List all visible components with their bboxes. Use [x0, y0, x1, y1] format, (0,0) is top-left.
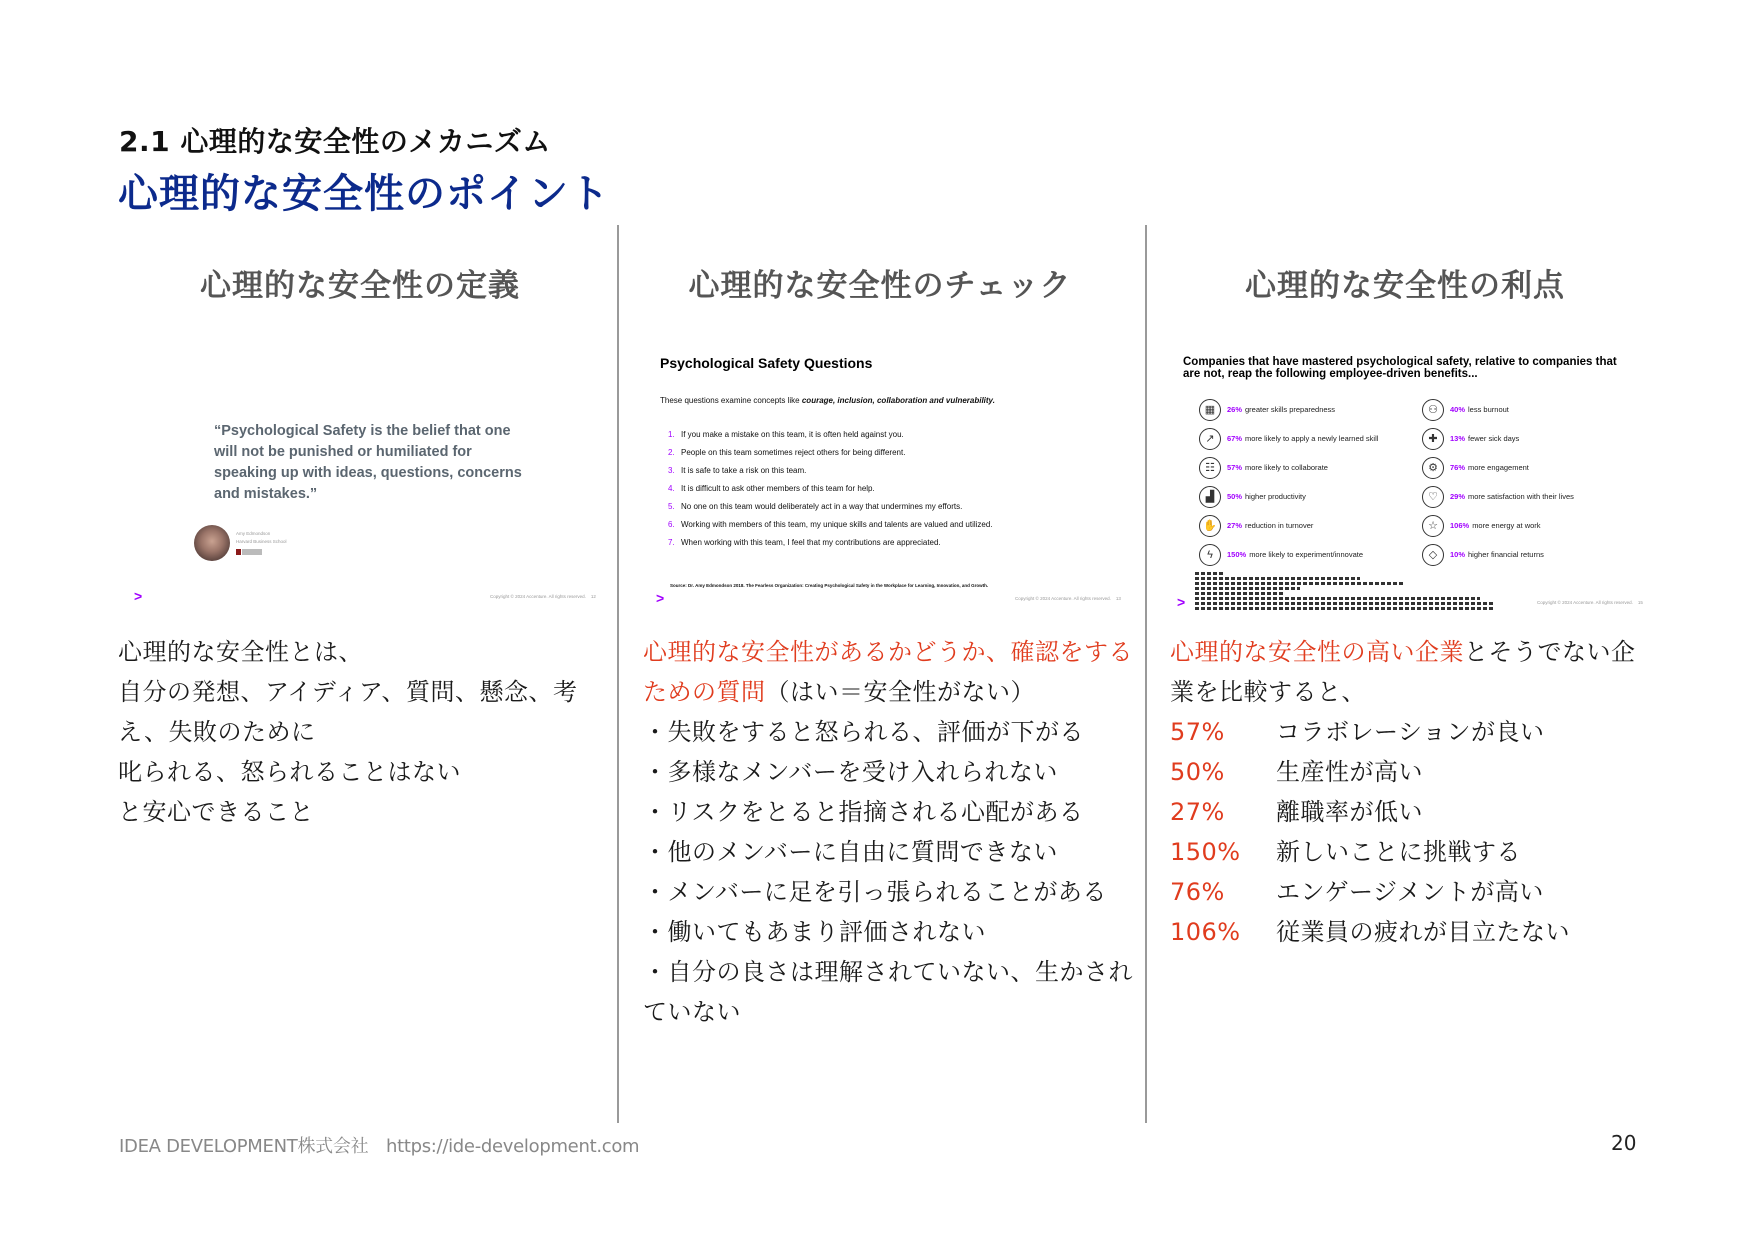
stat-label: コラボレーションが良い [1276, 718, 1545, 746]
benefit-percent: 106% [1450, 521, 1470, 530]
benefit-percent: 76% [1450, 463, 1466, 472]
stat-percent: 57% [1170, 718, 1225, 746]
question-item [668, 444, 993, 462]
question-text: Working with members of this team, my unique skills and talents are valued and utilized. [681, 520, 993, 529]
benefit-stats [1170, 712, 1650, 952]
check-bullet: ・メンバーに足を引っ張られることがある [643, 878, 1107, 906]
benefit-percent: 29% [1450, 492, 1466, 501]
benefit-item [1422, 424, 1574, 453]
growth-chart-icon: ▟ [1199, 486, 1221, 508]
benefit-stat-row [1170, 912, 1650, 952]
stat-label: 離職率が低い [1276, 798, 1423, 826]
edmondson-quote: “Psychological Safety is the belief that one will not be punished or humiliated for speaking up with ideas, questions, concerns and mistakes.” [214, 423, 522, 502]
benefit-text: more engagement [1468, 463, 1529, 472]
stat-percent: 106% [1170, 918, 1241, 946]
benefit-text: more likely to apply a newly learned skill [1245, 434, 1379, 443]
check-intro: 心理的な安全性があるかどうか、確認をするための質問（はい＝安全性がない） [643, 638, 1133, 706]
person-star-icon: ☆ [1422, 515, 1444, 537]
page-number: 20 [1611, 1131, 1637, 1155]
stat-label: 新しいことに挑戦する [1276, 838, 1521, 866]
person-affiliation: Harvard Business School [236, 539, 287, 544]
head-chip-icon: ▦ [1199, 399, 1221, 421]
question-text: If you make a mistake on this team, it is often held against you. [681, 430, 904, 439]
accenture-arrow-icon: > [1177, 594, 1186, 610]
question-item [668, 516, 993, 534]
benefit-item [1422, 540, 1574, 569]
benefit-percent: 150% [1227, 550, 1247, 559]
benefit-text: greater skills preparedness [1245, 405, 1336, 414]
benefit-item [1422, 482, 1574, 511]
benefit-item [1199, 424, 1378, 453]
section-label: 2.1 心理的な安全性のメカニズム [119, 125, 551, 158]
benefit-text: more likely to collaborate [1245, 463, 1328, 472]
benefit-item [1422, 395, 1574, 424]
benefits-slide-thumbnail [1175, 350, 1643, 610]
stat-percent: 50% [1170, 758, 1225, 786]
slide-copyright: Copyright © 2024 Accenture. All rights reserved. 13 [1015, 596, 1121, 601]
question-text: No one on this team would deliberately act in a way that undermines my efforts. [681, 502, 963, 511]
stat-label: 従業員の疲れが目立たない [1276, 918, 1570, 946]
quote-attribution [236, 530, 287, 546]
benefit-percent: 26% [1227, 405, 1243, 414]
benefit-percent: 50% [1227, 492, 1243, 501]
handshake-icon: ✋ [1199, 515, 1221, 537]
benefit-text: more energy at work [1472, 521, 1541, 530]
questions-list [668, 426, 993, 552]
benefit-text: more likely to experiment/innovate [1249, 550, 1363, 559]
question-number: 4. [668, 484, 675, 493]
question-number: 3. [668, 466, 675, 475]
benefit-percent: 27% [1227, 521, 1243, 530]
harvard-logo-icon [236, 549, 262, 555]
check-bullets [643, 712, 1138, 1032]
questions-intro: These questions examine concepts like courage, inclusion, collaboration and vulnerability. [660, 396, 995, 405]
question-text: People on this team sometimes reject others for being different. [681, 448, 906, 457]
question-item [668, 534, 993, 552]
accenture-arrow-icon: > [134, 588, 143, 604]
path-icon: ↗ [1199, 428, 1221, 450]
definition-line: と安心できること [118, 798, 314, 826]
question-number: 6. [668, 520, 675, 529]
benefit-item [1422, 511, 1574, 540]
people-arrow-icon: ⚇ [1422, 399, 1444, 421]
question-text: When working with this team, I feel that my contributions are appreciated. [681, 538, 941, 547]
question-text: It is safe to take a risk on this team. [681, 466, 807, 475]
question-item [668, 426, 993, 444]
benefit-item [1199, 453, 1378, 482]
medical-kit-icon: ✚ [1422, 428, 1444, 450]
check-bullet: ・自分の良さは理解されていない、生かされていない [643, 958, 1133, 1026]
benefit-stat-row [1170, 752, 1650, 792]
check-bullet: ・他のメンバーに自由に質問できない [643, 838, 1058, 866]
benefit-item [1199, 511, 1378, 540]
benefits-right-column [1422, 395, 1574, 569]
benefit-item [1199, 395, 1378, 424]
benefit-stat-row [1170, 712, 1650, 752]
question-item [668, 480, 993, 498]
column-heading-check: 心理的な安全性のチェック [688, 268, 1072, 304]
definition-line: 自分の発想、アイディア、質問、懸念、考 [118, 678, 578, 706]
benefits-title: Companies that have mastered psychological safety, relative to companies that are not, reap the following employee-driven benefits... [1183, 356, 1617, 380]
benefit-stat-row [1170, 832, 1650, 872]
page-title: 心理的な安全性のポイント [118, 171, 610, 217]
column-divider [617, 225, 619, 1123]
question-number: 2. [668, 448, 675, 457]
benefits-text [1170, 632, 1650, 952]
collaboration-icon: ☷ [1199, 457, 1221, 479]
footnotes [1195, 572, 1495, 612]
check-bullet: ・リスクをとると指摘される心配がある [643, 798, 1084, 826]
column-heading-definition: 心理的な安全性の定義 [200, 268, 520, 304]
stat-percent: 27% [1170, 798, 1225, 826]
benefit-text: fewer sick days [1468, 434, 1520, 443]
benefit-text: less burnout [1468, 405, 1509, 414]
question-number: 5. [668, 502, 675, 511]
quote-slide-thumbnail [130, 340, 596, 610]
definition-line: え、失敗のために [118, 718, 316, 746]
lightning-head-icon: ϟ [1199, 544, 1221, 566]
accenture-arrow-icon: > [656, 590, 665, 606]
avatar [194, 525, 230, 561]
stat-percent: 76% [1170, 878, 1225, 906]
column-divider [1145, 225, 1147, 1123]
diamond-hands-icon: ◇ [1422, 544, 1444, 566]
benefit-percent: 57% [1227, 463, 1243, 472]
person-name: Amy Edmondson [236, 531, 271, 536]
heart-head-icon: ♡ [1422, 486, 1444, 508]
benefit-item [1199, 540, 1378, 569]
people-gear-icon: ⚙ [1422, 457, 1444, 479]
question-number: 7. [668, 538, 675, 547]
footer-company: IDEA DEVELOPMENT株式会社 https://ide-development.com [119, 1136, 640, 1157]
benefit-percent: 40% [1450, 405, 1466, 414]
check-text [643, 632, 1138, 1032]
stat-label: 生産性が高い [1276, 758, 1423, 786]
question-item [668, 462, 993, 480]
benefit-text: more satisfaction with their lives [1468, 492, 1574, 501]
benefit-stat-row [1170, 872, 1650, 912]
check-bullet: ・多様なメンバーを受け入れられない [643, 758, 1058, 786]
benefit-item [1422, 453, 1574, 482]
benefit-text: higher productivity [1245, 492, 1306, 501]
benefit-text: reduction in turnover [1245, 521, 1314, 530]
benefit-percent: 13% [1450, 434, 1466, 443]
stat-label: エンゲージメントが高い [1276, 878, 1544, 906]
questions-slide-thumbnail [650, 345, 1121, 606]
definition-line: 叱られる、怒られることはない [118, 758, 461, 786]
question-text: It is difficult to ask other members of this team for help. [681, 484, 875, 493]
definition-text [118, 632, 598, 832]
benefit-percent: 10% [1450, 550, 1466, 559]
benefits-intro: 心理的な安全性の高い企業とそうでない企業を比較すると、 [1170, 638, 1636, 706]
definition-line: 心理的な安全性とは、 [118, 638, 363, 666]
question-number: 1. [668, 430, 675, 439]
stat-percent: 150% [1170, 838, 1241, 866]
question-item [668, 498, 993, 516]
check-bullet: ・働いてもあまり評価されない [643, 918, 986, 946]
benefit-percent: 67% [1227, 434, 1243, 443]
benefit-item [1199, 482, 1378, 511]
check-bullet: ・失敗をすると怒られる、評価が下がる [643, 718, 1084, 746]
slide-copyright: Copyright © 2024 Accenture. All rights reserved. 15 [1537, 600, 1643, 605]
slide-copyright: Copyright © 2024 Accenture. All rights reserved. 12 [490, 594, 596, 599]
source-citation: Source: Dr. Amy Edmondson 2018. The Fearless Organization: Creating Psychological Safety in the Workplace for Learning, Innovation, and Growth. [670, 583, 989, 588]
questions-title: Psychological Safety Questions [660, 355, 873, 371]
benefit-stat-row [1170, 792, 1650, 832]
benefit-text: higher financial returns [1468, 550, 1544, 559]
column-heading-benefits: 心理的な安全性の利点 [1245, 268, 1565, 304]
benefits-left-column [1199, 395, 1378, 569]
